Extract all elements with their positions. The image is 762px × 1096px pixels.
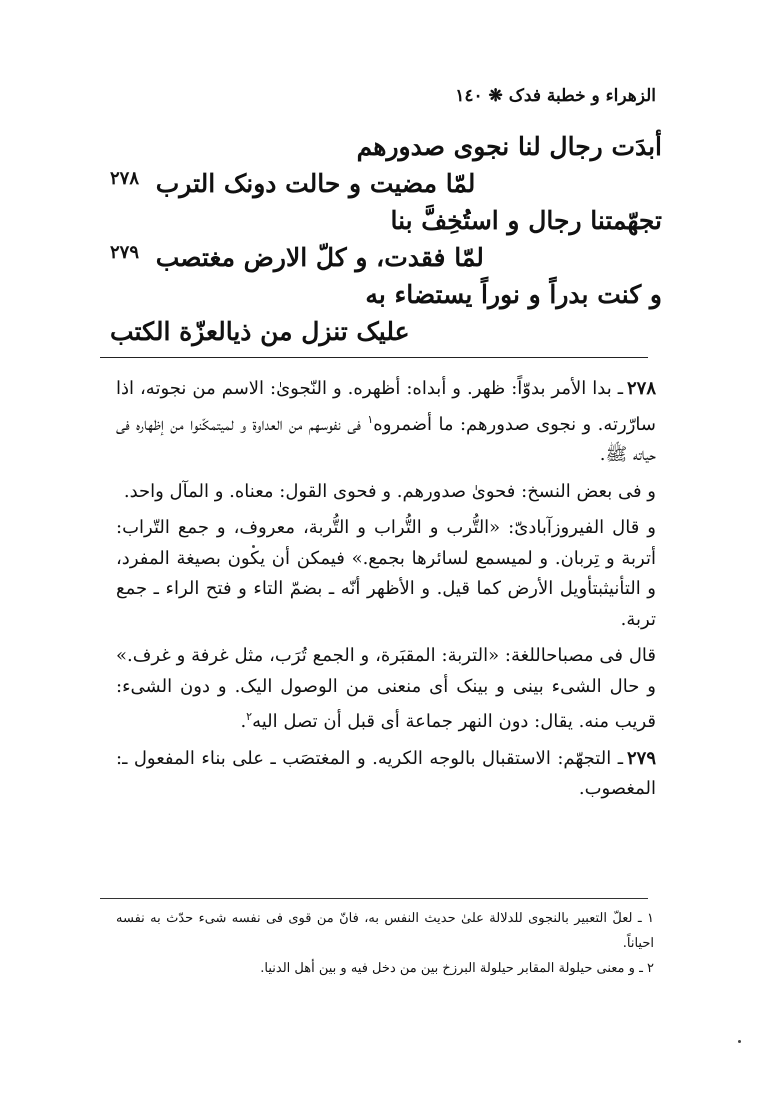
poem-line-text: أبدَت رجال لنا نجوى صدورهم xyxy=(356,132,662,161)
poem-line-text: علیک تنزل من ذیالعزّة الکتب xyxy=(110,317,410,346)
poem-block xyxy=(110,128,662,350)
note-279 xyxy=(116,744,656,805)
note-number: ٢٧٨ xyxy=(626,378,656,399)
poem-line-text: لمّا مضیت و حالت دونک الترب xyxy=(155,169,476,198)
paper-speck xyxy=(738,1040,741,1043)
verse-number-278: ٢٧٨ xyxy=(110,168,140,189)
note-paragraph xyxy=(116,641,656,738)
footnote-ref-2: ٢ xyxy=(246,710,253,723)
poem-line-text: و کنت بدراً و نوراً یستضاء به xyxy=(365,280,662,309)
poem-line-4 xyxy=(110,239,662,276)
poem-line-text: لمّا فقدت، و کلّ الارض مغتصب xyxy=(155,243,484,272)
footnote-1: ١ ـ لعلّ التعبیر بالنجوی للدلالة علیٰ حدیث النفس به، فانّ من قوی فی نفسه شیء حدّث به نفسه احیاناً. xyxy=(116,911,654,951)
period: . xyxy=(240,711,247,732)
note-paragraph: و قال الفیروزآبادیّ: «التُّرب و التُّراب و التُّربة، معروف، و جمع التّراب: أتربة و تِربان. و لمیسمع لسائرها بجمع.» فیمکن أن یکون بصیغة المفرد، و التأنیثبتأویل الأرض کما قیل. و الأظهر أنّه ـ بضمّ التاء و فتح الراء ـ جمع تربة. xyxy=(116,517,656,630)
note-number: ٢٧٩ xyxy=(626,747,656,769)
paper-speck xyxy=(252,545,255,548)
poem-line-text: تجهّمتنا رجال و استُخِفَّ بنا xyxy=(390,206,662,235)
poem-line-6 xyxy=(110,313,662,350)
note-278 xyxy=(116,374,656,471)
footnotes xyxy=(116,906,654,981)
note-text: ـ التجهّم: الاستقبال بالوجه الکریه. و المغتصَب ـ علی بناء المفعول ـ: المغصوب. xyxy=(116,747,656,799)
note-text-cont: فی نفوسهم من العداوة و لمیتمکّنوا من إظهاره فی حیاته ﷺ. xyxy=(116,413,656,465)
note-text: ـ بدا الأمر بدوّاً: ظهر. و أبداه: أظهره. و النّجویٰ: الاسم من نجوته، اذا سارّرته. و نجوی صدورهم: ما أضمروه xyxy=(116,378,656,435)
poem-line-5 xyxy=(110,276,662,313)
poem-line-2 xyxy=(110,165,662,202)
running-header: الزهراء و خطبة فدک ❋ ١٤٠ xyxy=(455,86,656,106)
note-text: قال فی مصباحاللغة: «التربة: المقبَرة، و الجمع تُرَب، مثل غرفة و غرف.» و حال الشیء بینی و بینک أی منعنی من الوصول الیک. و دون الشیء: قریب منه. یقال: دون النهر جماعة أی قبل أن تصل الیه xyxy=(116,645,656,732)
note-paragraph: و فی بعض النسخ: فحویٰ صدورهم. و فحوی القول: معناه. و المآل واحد. xyxy=(123,480,656,502)
footnote-ref-1: ١ xyxy=(367,412,374,426)
poem-line-3 xyxy=(110,202,662,239)
commentary-notes xyxy=(116,374,656,811)
footnote-divider xyxy=(100,898,648,899)
footnote-2: ٢ ـ و معنی حیلولة المقابر حیلولة البرزخ بین من دخل فیه و بین أهل الدنیا. xyxy=(260,961,654,976)
verse-number-279: ٢٧٩ xyxy=(110,242,140,263)
poem-line-1 xyxy=(110,128,662,165)
section-divider xyxy=(100,357,648,358)
